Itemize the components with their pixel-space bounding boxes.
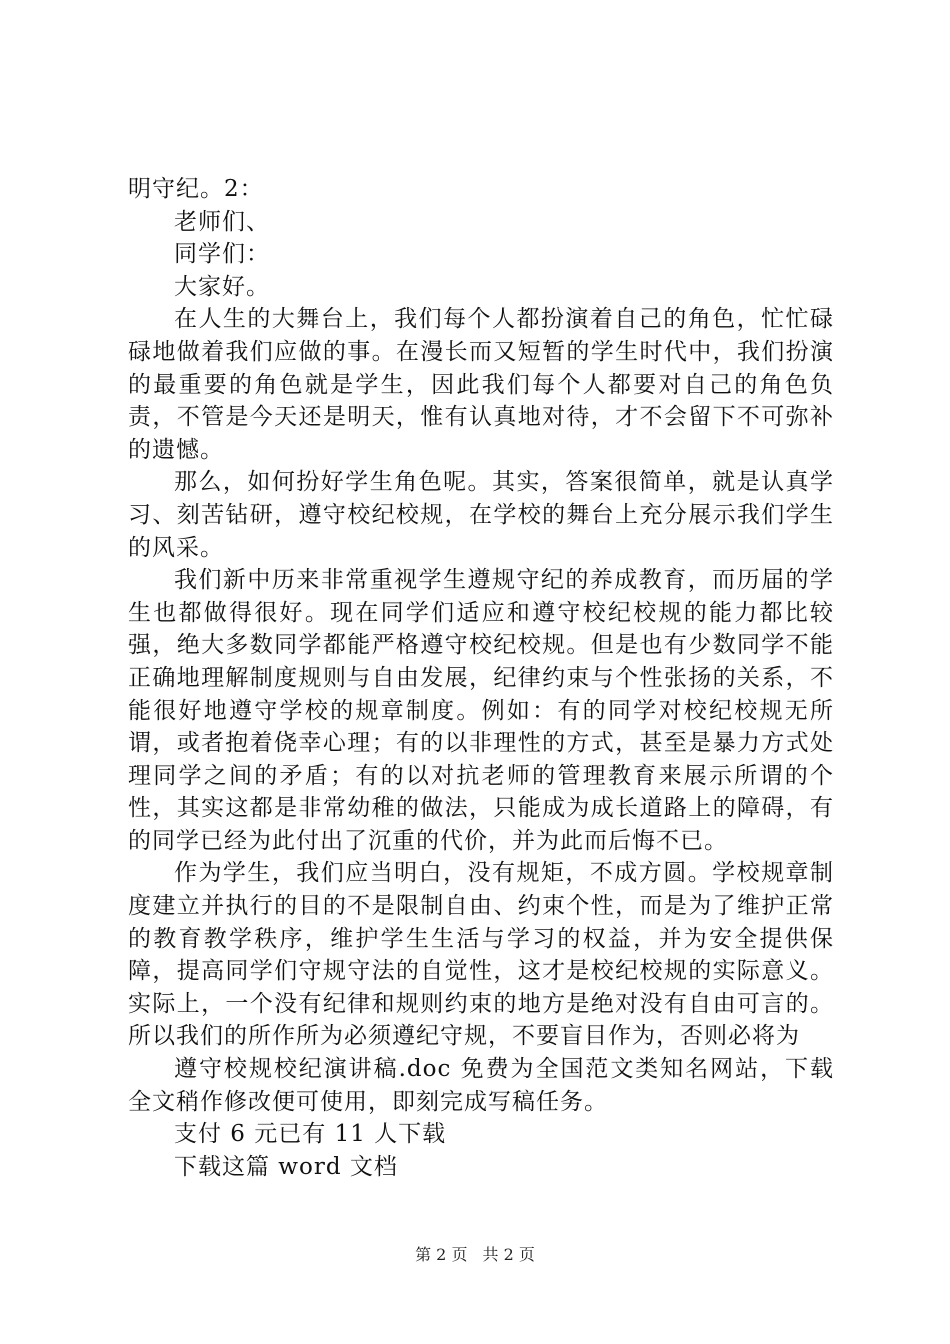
- paragraph-rules-meaning: 作为学生，我们应当明白，没有规矩，不成方圆。学校规章制度建立并执行的目的不是限制自由、约束个性，而是为了维护正常的教育教学秩序，维护学生生活与学习的权益，并为安全提供保障，提高同学们守规守法的自觉性，这才是校纪校规的实际意义。实际上，一个没有纪律和规则约束的地方是绝对没有自由可言的。所以我们的所作所为必须遵纪守规，不要盲目作为，否则必将为: [128, 860, 834, 1050]
- paragraph-how-to-play-role: 那么，如何扮好学生角色呢。其实，答案很简单，就是认真学习、刻苦钻研，遵守校纪校规，在学校的舞台上充分展示我们学生的风采。: [128, 469, 834, 561]
- greeting: 大家好。: [174, 273, 270, 300]
- paragraph-school-discipline: 我们新中历来非常重视学生遵规守纪的养成教育，而历届的学生也都做得很好。现在同学们适应和遵守校纪校规的能力都比较强，绝大多数同学都能严格遵守校纪校规。但是也有少数同学不能正确地理解制度规则与自由发展，纪律约束与个性张扬的关系，不能很好地遵守学校的规章制度。例如：有的同学对校纪校规无所谓，或者抱着侥幸心理；有的以非理性的方式，甚至是暴力方式处理同学之间的矛盾；有的以对抗老师的管理教育来展示所谓的个性，其实这都是非常幼稚的做法，只能成为成长道路上的障碍，有的同学已经为此付出了沉重的代价，并为此而后悔不已。: [128, 567, 834, 854]
- page-total: 共 2 页: [482, 1245, 535, 1264]
- payment-info: 支付 6 元已有 11 人下载: [174, 1121, 447, 1148]
- document-body: [128, 173, 834, 1183]
- download-promo-text: 遵守校规校纪演讲稿.doc 免费为全国范文类知名网站，下载全文稍作修改便可使用，即刻完成写稿任务。: [128, 1056, 834, 1115]
- page-number: 第 2 页: [415, 1245, 468, 1264]
- salutation-students: 同学们：: [174, 241, 270, 268]
- page-footer: [0, 1242, 950, 1265]
- paragraph-continuation: 明守纪。2：: [128, 176, 264, 202]
- download-link[interactable]: 下载这篇 word 文档: [174, 1153, 398, 1180]
- salutation-teachers: 老师们、: [174, 208, 270, 235]
- paragraph-stage-of-life: 在人生的大舞台上，我们每个人都扮演着自己的角色，忙忙碌碌地做着我们应做的事。在漫长而又短暂的学生时代中，我们扮演的最重要的角色就是学生，因此我们每个人都要对自己的角色负责，不管是今天还是明天，惟有认真地对待，才不会留下不可弥补的遗憾。: [128, 306, 834, 463]
